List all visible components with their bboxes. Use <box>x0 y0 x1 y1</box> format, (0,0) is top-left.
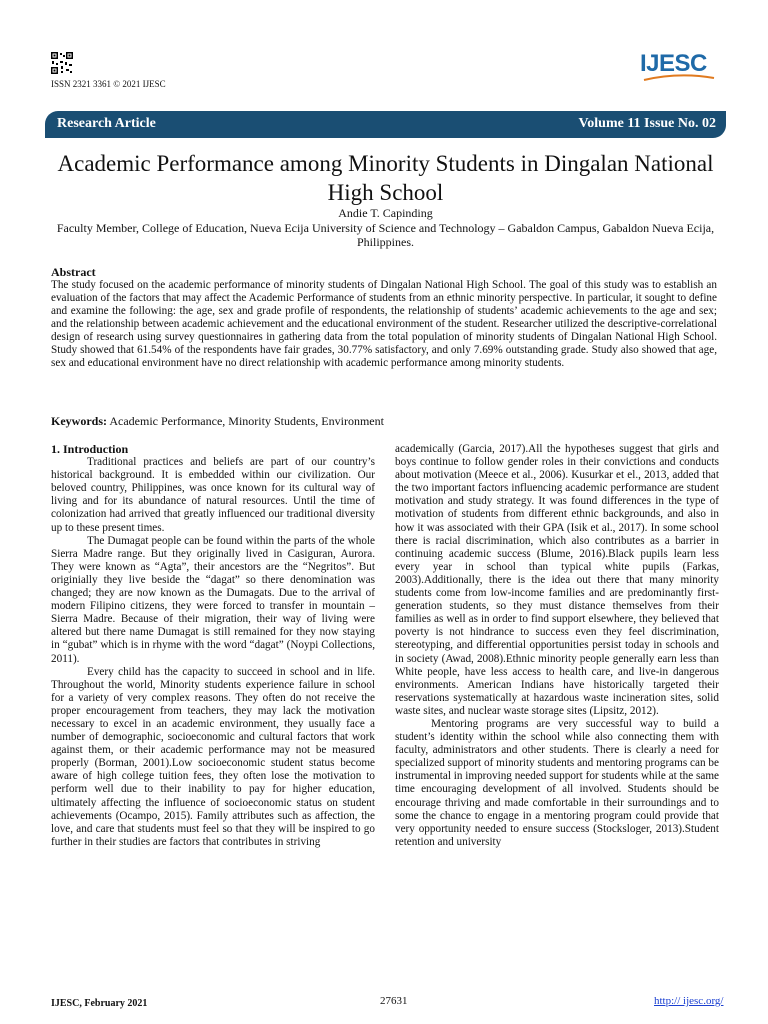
journal-logo <box>640 50 720 84</box>
abstract-text: The study focused on the academic performance of minority students of Dingalan National High School. The goal of this study was to establish an evaluation of the factors that may affect the Academic Performance of students from an ethnic minority perspective. In particular, it sought to define and examine the following: the age, sex and grade profile of respondents, the relationship of students’ academic achievements to the age and sex; and the relationship between academic achievement and the educational environment of the student. Researcher utilized the descriptive-correlational design of research using survey questionnaires in gathering data from the total population of minority students of Dingalan National High School. Study showed that 61.54% of the respondents have fair grades, 30.77% satisfactory, and only 7.69% outstanding grade. Study also showed that age, sex and educational environment have no direct relationship with academic performance among minority students. <box>51 279 717 369</box>
body-column-right <box>395 443 719 849</box>
logo-swoosh-icon <box>642 74 716 82</box>
issn-line: ISSN 2321 3361 © 2021 IJESC <box>51 79 166 89</box>
paper-title: Academic Performance among Minority Students in Dingalan National High School <box>57 151 714 205</box>
journal-url-link[interactable]: http:// ijesc.org/ <box>654 995 724 1007</box>
qr-code-icon <box>51 52 73 74</box>
keywords-value: Academic Performance, Minority Students, Environment <box>109 414 384 428</box>
volume-issue: Volume 11 Issue No. 02 <box>578 116 716 131</box>
body-column-left <box>51 443 375 849</box>
abstract-heading: Abstract <box>51 265 96 279</box>
footer-journal-date: IJESC, February 2021 <box>51 998 148 1009</box>
paragraph: Every child has the capacity to succeed in school and in life. Throughout the world, Minority students experience failure in school for a variety of very complex reasons. They often do not receive the proper encouragement from teachers, they may lack the motivation necessary to excel in an academic environment, they usually face a number of demographic, socioeconomic and cultural factors that work against them, or their academic performance may not be measured properly (Borman, 2001).Low socioeconomic student status become aware of high college tuition fees, they often lose the motivation to perform well due to their inability to pay for higher education, ultimately affecting the influence of socioeconomic status on student achievements (Ocampo, 2015). Family attributes such as affection, the love, and care that students must feel so that they will be inspired to go further in their studies are factors that contributes in striving <box>51 665 375 848</box>
paragraph: Traditional practices and beliefs are part of our country’s historical background. It is embedded within our civilization. Our beloved country, Philippines, was once known for its cultural way of living and for its abundance of natural resources. Until the time of colonization had arrived that greatly influenced our traditional diversity up to these present times. <box>51 456 375 534</box>
author-name: Andie T. Capinding <box>338 206 433 220</box>
logo-text: IJESC <box>640 50 707 77</box>
page-number: 27631 <box>380 995 408 1007</box>
paragraph: The Dumagat people can be found within the parts of the whole Sierra Madre range. But they originally lived in Casiguran, Aurora. They were known as “Agta”, their ancestors are the “Negritos”. But originially they live beside the “dagat” so there denomination was changed; they are now known as the Dumagats. Due to the arrival of modern Filipino citizens, they were forced to transfer in mountain – Sierra Madre. Because of their migration, their way of living were altered but there name Dumagat is still remained for they now staying in “gubat” which is in rhyme with the word “dagat” (Noypi Collections, 2011). <box>51 534 375 665</box>
author-affiliation: Faculty Member, College of Education, Nueva Ecija University of Science and Technology – Gabaldon Campus, Gabaldon Nueva Ecija, Philippines. <box>56 221 715 249</box>
keywords-line <box>51 414 384 429</box>
article-banner <box>45 111 726 138</box>
article-type: Research Article <box>57 116 156 131</box>
paragraph: academically (Garcia, 2017).All the hypotheses suggest that girls and boys continue to follow gender roles in their convictions and conducts about motivation (Meece et al., 2006). Kusurkar et el., 2013, added that the two important factors influencing academic performance are student motivation and study strategy. It was found differences in the type of motivation of students from different ethnic backgrounds, and also in how it was associated with their GPA (Isik et al., 2017). In some school there is racial discrimination, which also contributes as a barrier in continuing academic success (Blume, 2016).Black pupils learn less every year in school than typical white pupils (Farkas, 2003).Additionally, there is the idea out there that many minority students come from low-income families and are predominantly first-generation students, so they must distance themselves from their families as well as in order to find support elsewhere, they believed that poverty is not hindrance to success even they feel discrimination, stereotyping, and differential opportunities persist today in schools and in society (Awad, 2008).Ethnic minority people generally earn less than White people, have less access to health care, and live-in dangerous environments. American Indians have historically targeted their reservations systematically at hazardous waste incineration sites, solid waste sites, and nuclear waste storage sites (Lipsitz, 2012). <box>395 443 719 717</box>
section-heading: 1. Introduction <box>51 442 129 456</box>
keywords-label: Keywords: <box>51 414 107 428</box>
paragraph: Mentoring programs are very successful way to build a student’s identity within the school while also connecting them with faculty, administrators and other students. There is clearly a need for specialized support of minority students and mentoring programs can be instrumental in improving needed support for students while at the same time encouraging development of all involved. Students should be encourage thriving and made comfortable in their surroundings and to some the chance to engage in a mentoring program could provide that very opportunity needed to ensure success (Stocksloger, 2013).Student retention and university <box>395 717 719 848</box>
